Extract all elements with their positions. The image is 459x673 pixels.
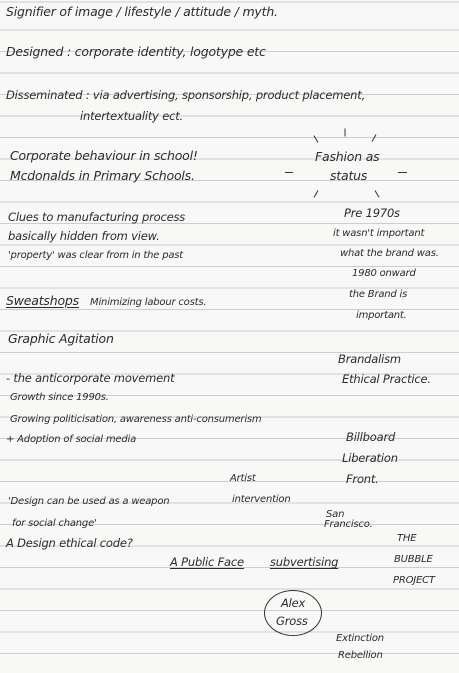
artist-note-line1: Artist: [230, 473, 256, 484]
signifier-note: Signifier of image / lifestyle / attitude / myth.: [6, 4, 278, 19]
clues-note-line1: Clues to manufacturing process: [8, 210, 186, 224]
design-code-note: A Design ethical code?: [6, 536, 133, 550]
mcdonalds-note: Mcdonalds in Primary Schools.: [10, 168, 195, 183]
brandalism-note-line2: Ethical Practice.: [342, 372, 431, 386]
pre1970-note-line3: what the brand was.: [340, 248, 439, 259]
billboard-note-line1: Billboard: [346, 430, 396, 444]
fashion-note-line1: Fashion as: [315, 149, 380, 164]
san-francisco-line1: San: [326, 509, 345, 520]
clues-note-line3: 'property' was clear from in the past: [8, 250, 184, 261]
designed-note: Designed : corporate identity, logotype etc: [6, 44, 266, 59]
fashion-note-line2: status: [330, 168, 368, 183]
sweatshops-rest: Minimizing labour costs.: [90, 297, 207, 308]
anticorp-note-line3: Growing politicisation, awareness anti-consumerism: [10, 414, 262, 425]
billboard-note-line3: Front.: [346, 472, 379, 486]
pre1970-note-line5: the Brand is: [349, 289, 408, 300]
billboard-note-line2: Liberation: [342, 451, 398, 465]
pre1970-note-line6: important.: [356, 310, 407, 321]
extinction-rebellion-line1: Extinction: [336, 633, 384, 644]
sweatshops-line: [6, 290, 206, 309]
san-francisco-line2: Francisco.: [324, 519, 373, 530]
bubble-project-line2: BUBBLE: [394, 554, 433, 565]
bubble-project-line1: THE: [397, 533, 417, 544]
anticorp-note-line2: Growth since 1990s.: [10, 392, 109, 403]
subvertising-note: subvertising: [270, 555, 339, 569]
clues-note-line2: basically hidden from view.: [8, 229, 160, 243]
pre1970-note-line1: Pre 1970s: [344, 206, 400, 220]
anticorp-note-line1: - the anticorporate movement: [6, 371, 175, 385]
graphic-agitation-heading: Graphic Agitation: [8, 331, 114, 346]
public-face-note: A Public Face: [170, 555, 244, 569]
pre1970-note-line2: it wasn't important: [333, 228, 425, 239]
extinction-rebellion-line2: Rebellion: [338, 650, 383, 661]
bubble-project-line3: PROJECT: [393, 575, 435, 586]
artist-note-line2: intervention: [232, 494, 291, 505]
alex-gross-line1: Alex: [281, 596, 306, 610]
alex-gross-line2: Gross: [276, 614, 308, 628]
disseminated-note-line2: intertextuality ect.: [80, 109, 183, 123]
anticorp-note-line4: + Adoption of social media: [6, 434, 137, 445]
corporate-behaviour-note: Corporate behaviour in school!: [10, 148, 198, 163]
disseminated-note-line1: Disseminated : via advertising, sponsorship, product placement,: [6, 88, 366, 102]
design-weapon-line1: 'Design can be used as a weapon: [8, 496, 170, 507]
design-weapon-line2: for social change': [12, 518, 97, 529]
sweatshops-heading: Sweatshops: [6, 293, 79, 308]
pre1970-note-line4: 1980 onward: [352, 268, 416, 279]
brandalism-note-line1: Brandalism: [338, 352, 401, 366]
